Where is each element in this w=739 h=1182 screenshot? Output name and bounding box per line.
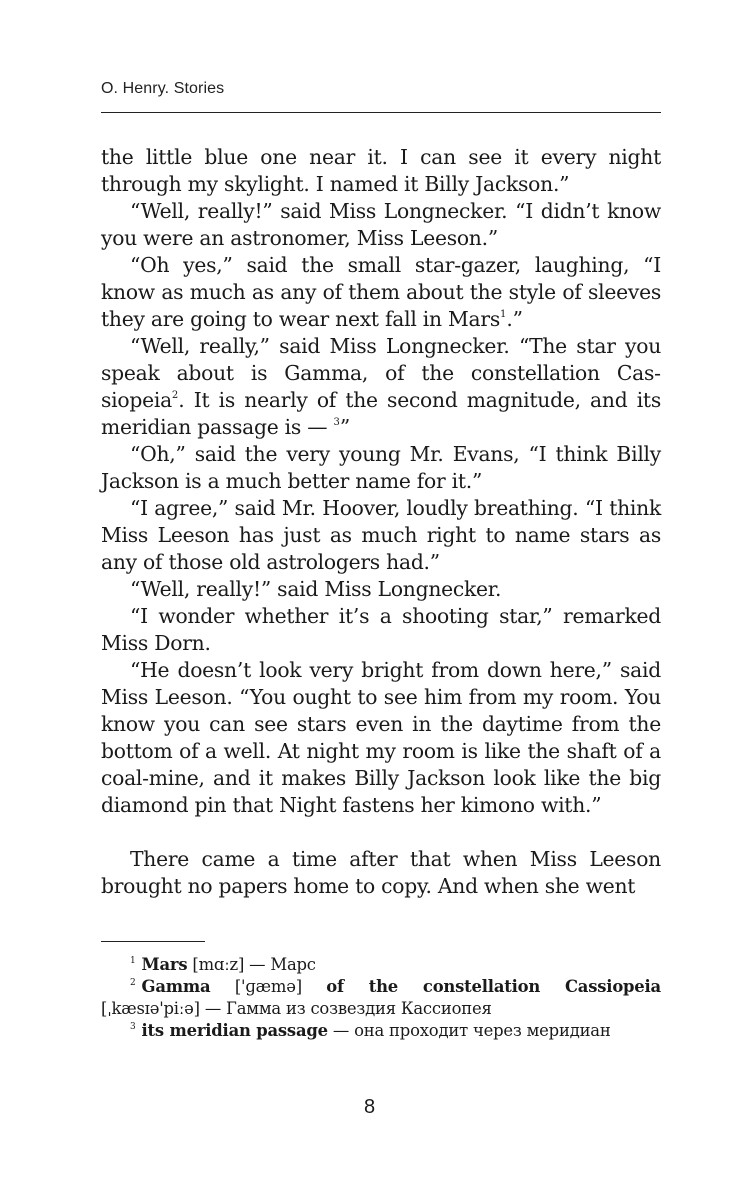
paragraph (101, 657, 661, 819)
footnote-term: its meridian passage (141, 1021, 328, 1040)
footnote-marker: 1 (500, 309, 507, 320)
paragraph (101, 144, 661, 198)
paragraph (101, 576, 661, 603)
footnote-marker: 2 (171, 390, 179, 401)
paragraph-text: the little blue one near it. I can see it every night through my skylight. I named it Billy Jackson.” (101, 145, 661, 196)
footnote-number: 1 (130, 956, 136, 966)
paragraph (101, 603, 661, 657)
footnote-number: 3 (130, 1022, 136, 1032)
footnote-pronunciation: ['ɡæmə] (210, 977, 327, 996)
footnote-text: — она проходит через меридиан (327, 1021, 611, 1040)
paragraph-text: “I wonder whether it’s a shooting star,” remarked Miss Dorn. (101, 604, 661, 655)
footnotes (101, 954, 661, 1042)
paragraph (101, 846, 661, 900)
footnote (101, 1020, 661, 1042)
paragraph-text: . It is nearly of the second magnitude, and its meridian passage is — (101, 388, 661, 439)
page-number: 8 (363, 1096, 376, 1118)
paragraph-text: “Well, really!” said Miss Longnecker. “I didn’t know you were an astronomer, Miss Leeson.” (101, 199, 661, 250)
paragraph (101, 495, 661, 576)
paragraph (101, 198, 661, 252)
paragraph (101, 333, 661, 441)
footnote-term: Gamma (141, 977, 211, 996)
paragraph-text: “I agree,” said Mr. Hoover, loudly breathing. “I think Miss Leeson has just as much right to name stars as any of those old astrologers had.” (101, 496, 661, 574)
running-head: O. Henry. Stories (101, 80, 225, 97)
footnote-text: [ˌkæsɪə'piːə] — Гамма из созвездия Кассиопея (101, 999, 492, 1018)
paragraph-text: There came a time after that when Miss Leeson brought no papers home to copy. And when she went (101, 847, 661, 898)
footnote (101, 954, 661, 976)
footnote-term: Mars (141, 955, 188, 974)
paragraph-text: “Well, really,” said Miss Longnecker. “The star you speak about is Gamma, of the constellation Cassiopeia (101, 334, 661, 412)
footnote-rule (101, 941, 205, 942)
paragraph-text: “Oh yes,” said the small star-gazer, laughing, “I know as much as any of them about the style of sleeves they are going to wear next fall in Mars (101, 253, 661, 331)
paragraph-text: “He doesn’t look very bright from down here,” said Miss Leeson. “You ought to see him from my room. You know you can see stars even in the daytime from the bottom of a well. At night my room is like the shaft of a coal-mine, and it makes Billy Jackson look like the big diamond pin that Night fastens her kimono with.” (101, 658, 661, 817)
paragraph (101, 441, 661, 495)
paragraph-text: ” (339, 415, 350, 439)
body-text (101, 144, 661, 900)
paragraph-text: “Well, really!” said Miss Longnecker. (130, 577, 502, 601)
paragraph-text: .” (506, 307, 523, 331)
footnote (101, 976, 661, 1020)
footnote-marker: 3 (333, 417, 340, 428)
footnote-term: of the constellation Cassiopeia (326, 977, 661, 996)
footnote-text: [mɑːz] — Марс (187, 955, 316, 974)
paragraph-text: “Oh,” said the very young Mr. Evans, “I think Billy Jackson is a much better name for it.” (101, 442, 661, 493)
paragraph (101, 252, 661, 333)
footnote-number: 2 (130, 978, 136, 988)
header-rule (101, 112, 661, 113)
